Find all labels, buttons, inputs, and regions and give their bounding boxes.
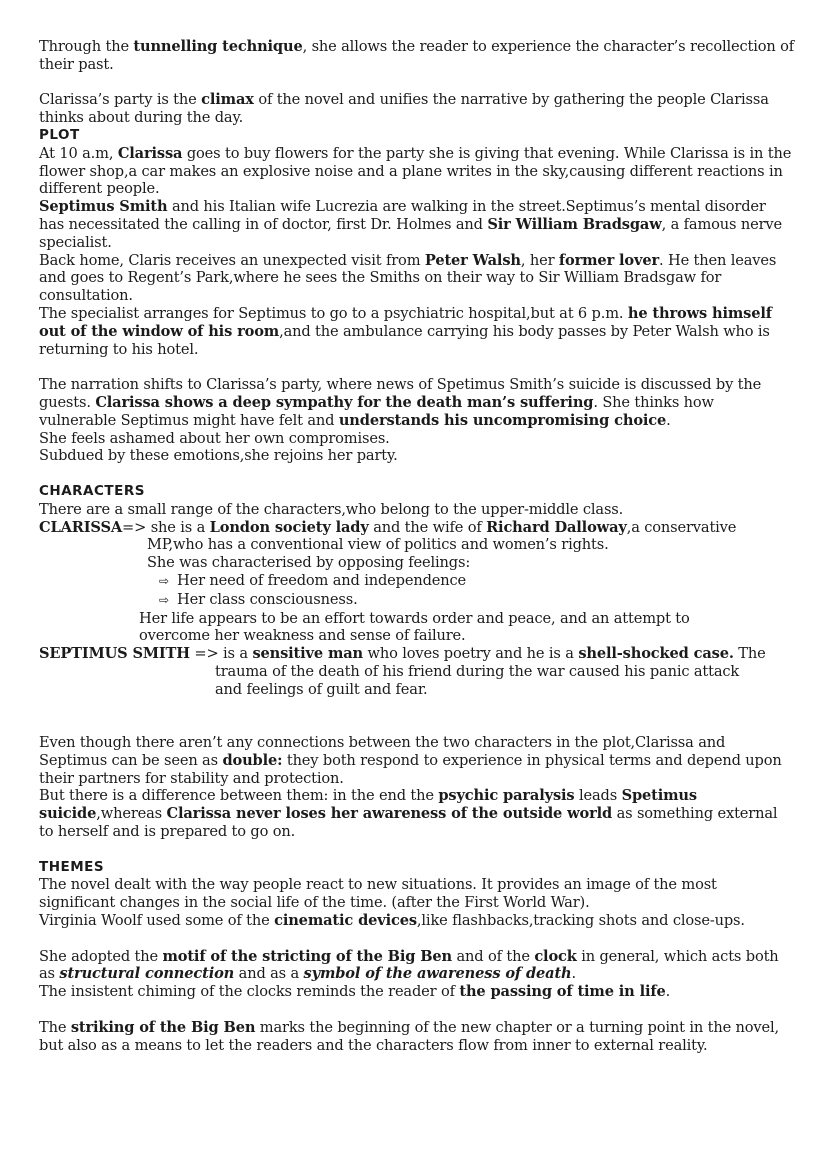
intro-paragraph-1: Through the tunnelling technique, she allows the reader to experience the character’s recollection of their past.: [39, 38, 795, 73]
plot-heading: PLOT: [39, 126, 80, 143]
plot-paragraph-7: Subdued by these emotions,she rejoins her party.: [39, 447, 398, 465]
clarissa-line-3: She was characterised by opposing feelings:: [147, 554, 471, 572]
septimus-line-3: and feelings of guilt and fear.: [215, 680, 428, 698]
plot-paragraph-2: Septimus Smith and his Italian wife Lucrezia are walking in the street.Septimus’s mental disorder has necessitated the calling in of doctor, first Dr. Holmes and Sir William Bradsgaw, a famous nerve specialist.: [39, 198, 782, 251]
plot-paragraph-6: She feels ashamed about her own compromises.: [39, 429, 390, 447]
themes-paragraph-4: The insistent chiming of the clocks reminds the reader of the passing of time in life.: [39, 983, 671, 1001]
clarissa-bullet-1: ⇨ Her need of freedom and independence: [159, 571, 467, 589]
septimus-line-2: trauma of the death of his friend during the war caused his panic attack: [215, 662, 740, 680]
septimus-line-1: SEPTIMUS SMITH => is a sensitive man who loves poetry and he is a shell-shocked case. The: [39, 645, 766, 663]
themes-paragraph-1: The novel dealt with the way people react to new situations. It provides an image of the most significant changes in the social life of the time. (after the First World War).: [39, 876, 717, 912]
clarissa-line-1: CLARISSA=> she is a London society lady and the wife of Richard Dalloway,a conservative: [39, 518, 737, 536]
themes-paragraph-5: The striking of the Big Ben marks the beginning of the new chapter or a turning point in the novel, but also as a means to let the readers and the characters flow from inner to external reality.: [39, 1018, 780, 1054]
characters-paragraph-1: Even though there aren’t any connections between the two characters in the plot,Clarissa and Septimus can be seen as double: they both respond to experience in physical terms and depend upon their partners for stability and protection.: [39, 734, 782, 787]
clarissa-line-4: Her life appears to be an effort towards order and peace, and an attempt to: [139, 609, 690, 627]
intro-paragraph-2: Clarissa’s party is the climax of the novel and unifies the narrative by gathering the people Clarissa thinks about during the day.: [39, 91, 769, 127]
plot-paragraph-1: At 10 a.m, Clarissa goes to buy flowers for the party she is giving that evening. While Clarissa is in the flower shop,a car makes an explosive noise and a plane writes in the sky,causing different reactions in different people.: [39, 144, 792, 198]
clarissa-bullet-2: ⇨ Her class consciousness.: [159, 590, 358, 608]
characters-paragraph-2: But there is a difference between them: in the end the psychic paralysis leads Spetimus suicide,whereas Clarissa never loses her awareness of the outside world as something external to herself and is prepared to go on.: [39, 787, 778, 841]
themes-paragraph-3: She adopted the motif of the stricting of the Big Ben and of the clock in general, which acts both as structural connection and as a symbol of the awareness of death.: [39, 947, 779, 983]
themes-heading: THEMES: [39, 858, 105, 875]
arrow-right-icon: ⇨: [159, 592, 169, 607]
plot-paragraph-5: The narration shifts to Clarissa’s party, where news of Spetimus Smith’s suicide is discussed by the guests. Clarissa shows a deep sympathy for the death man’s suffering. She thinks how vulnerable Septimus might have felt and understands his uncompromising choice.: [39, 376, 762, 429]
themes-paragraph-2: Virginia Woolf used some of the cinematic devices,like flashbacks,tracking shots and close-ups.: [39, 912, 745, 930]
arrow-right-icon: ⇨: [159, 573, 169, 588]
characters-heading: CHARACTERS: [39, 482, 145, 499]
plot-paragraph-4: The specialist arranges for Septimus to go to a psychiatric hospital,but at 6 p.m. he throws himself out of the window of his room,and the ambulance carrying his body passes by Peter Walsh who is returning to his hotel.: [39, 304, 772, 358]
document-page: [39, 38, 794, 1054]
characters-intro: There are a small range of the characters,who belong to the upper-middle class.: [39, 500, 624, 518]
clarissa-line-2: MP,who has a conventional view of politics and women’s rights.: [147, 536, 609, 554]
clarissa-line-5: overcome her weakness and sense of failure.: [139, 627, 466, 645]
plot-paragraph-3: Back home, Claris receives an unexpected visit from Peter Walsh, her former lover. He then leaves and goes to Regent’s Park,where he sees the Smiths on their way to Sir William Bradsgaw for consultation.: [39, 251, 777, 305]
